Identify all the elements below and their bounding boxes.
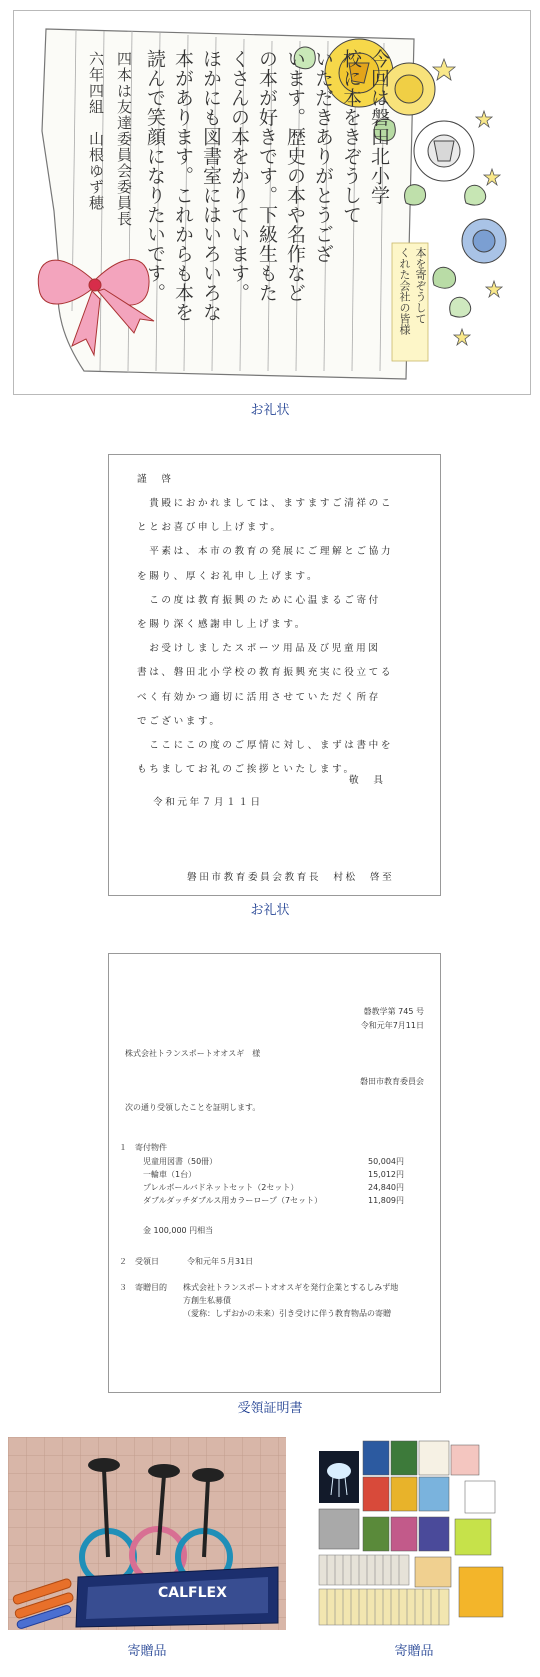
brand-label: CALFLEX <box>158 1585 227 1601</box>
letter-line: を賜り深く感謝申し上げます。 <box>137 619 307 630</box>
card-text-column: 本があります。これからも本を <box>172 49 194 322</box>
receipt-certificate <box>108 953 441 1393</box>
letter-signature: 磐田市教育委員会教育長 村松 啓至 <box>187 872 395 883</box>
card-text-column: 今回は磐田北小学 <box>368 49 390 205</box>
letter-line: ととお喜び申し上げます。 <box>137 522 283 534</box>
letter-date: 令和元年７月１１日 <box>153 797 263 808</box>
cert-item-price: 50,004円 <box>368 1157 404 1166</box>
cert-item-price: 11,809円 <box>368 1196 404 1205</box>
card-text-column: いただきありがとうござ <box>312 49 334 264</box>
card-text-column: 読んで笑顔になりたいです。 <box>144 49 166 303</box>
donated-books-photo <box>315 1437 513 1630</box>
letter-line: お受けしましたスポーツ用品及び児童用図 <box>137 643 381 655</box>
letter-line: ここにこの度のご厚情に対し、まずは書中を <box>137 740 394 751</box>
letter-line: べく有効かつ適切に活用させていただく所存 <box>137 691 381 703</box>
card-text-column: 六年四組 山根ゆず穂 <box>87 51 105 211</box>
cert-item-name: ダブルダッチダブルス用カラーロープ（7セット） <box>143 1196 323 1205</box>
cert-items-heading: １ 寄付物件 <box>119 1143 167 1152</box>
card-side-note: 本を寄ぞうして <box>414 247 427 324</box>
card-text-column: います。歴史の本や名作など <box>284 49 306 303</box>
letter-closing: 敬 具 <box>349 775 386 786</box>
card-text-column: くさんの本をかりています。 <box>228 49 250 303</box>
cert-purpose-line: （愛称：しずおかの未来）引き受けに伴う教育物品の寄贈 <box>183 1309 391 1318</box>
letter-line: 平素は、本市の教育の発展にご理解とご協力 <box>137 546 394 558</box>
cert-item-name: 児童用図書（50冊） <box>143 1157 218 1166</box>
thank-you-card <box>13 10 531 395</box>
cert-purpose-line: 株式会社トランスポートオオスギを発行企業とするしみず地 <box>183 1283 399 1292</box>
cert-item-name: プレルボールバドネットセット（2セット） <box>143 1183 299 1192</box>
letter-line: 書は、磐田北小学校の教育振興充実に役立てる <box>137 667 394 679</box>
cert-purpose-label: ３ 寄贈目的 <box>119 1283 167 1292</box>
cert-received-value: 令和元年５月31日 <box>187 1257 254 1266</box>
letter-line: を賜り、厚くお礼申し上げます。 <box>137 570 320 582</box>
cert-statement: 次の通り受領したことを証明します。 <box>125 1103 261 1112</box>
cert-total: 金 100,000 円相当 <box>143 1226 214 1235</box>
letter-line: もちましてお礼のご挨拶といたします。 <box>137 764 356 776</box>
letter-line: この度は教育振興のために心温まるご寄付 <box>137 594 381 606</box>
cert-issuer: 磐田市教育委員会 <box>360 1077 424 1086</box>
cert-purpose-line: 方創生私募債 <box>183 1296 231 1305</box>
card-text-column: 四本は友達委員会委員長 <box>115 51 133 227</box>
donated-unicycles-photo <box>8 1437 286 1630</box>
letter-line: でございます。 <box>137 715 222 727</box>
letter-line: 貴殿におかれましては、ますますご清祥のこ <box>137 498 394 509</box>
card-side-note: くれた会社の皆様 <box>398 247 411 335</box>
formal-thank-you-letter <box>108 454 441 896</box>
cert-item-price: 24,840円 <box>368 1183 404 1192</box>
cert-addressee: 株式会社トランスポートオオスギ 様 <box>125 1049 261 1058</box>
cert-caption: 受領証明書 <box>237 1401 303 1416</box>
card-caption: お礼状 <box>250 403 290 418</box>
photo-right-caption: 寄贈品 <box>394 1644 434 1659</box>
card-text-column: の本が好きです。下級生もた <box>256 49 278 303</box>
cert-doc-number: 磐教学第 745 号 <box>363 1007 424 1016</box>
photo-left-caption: 寄贈品 <box>127 1644 167 1659</box>
cert-date: 令和元年7月11日 <box>360 1021 424 1030</box>
letter-opening: 謹 啓 <box>137 474 174 485</box>
cert-item-price: 15,012円 <box>368 1170 404 1179</box>
cert-item-name: 一輪車（1台） <box>143 1170 197 1179</box>
letter-caption: お礼状 <box>250 903 290 918</box>
card-text-column: ほかにも図書室にはいろいろな <box>200 49 222 322</box>
cert-received-label: ２ 受領日 <box>119 1257 159 1266</box>
card-text-column: 校に本をきぞうして <box>340 49 362 225</box>
